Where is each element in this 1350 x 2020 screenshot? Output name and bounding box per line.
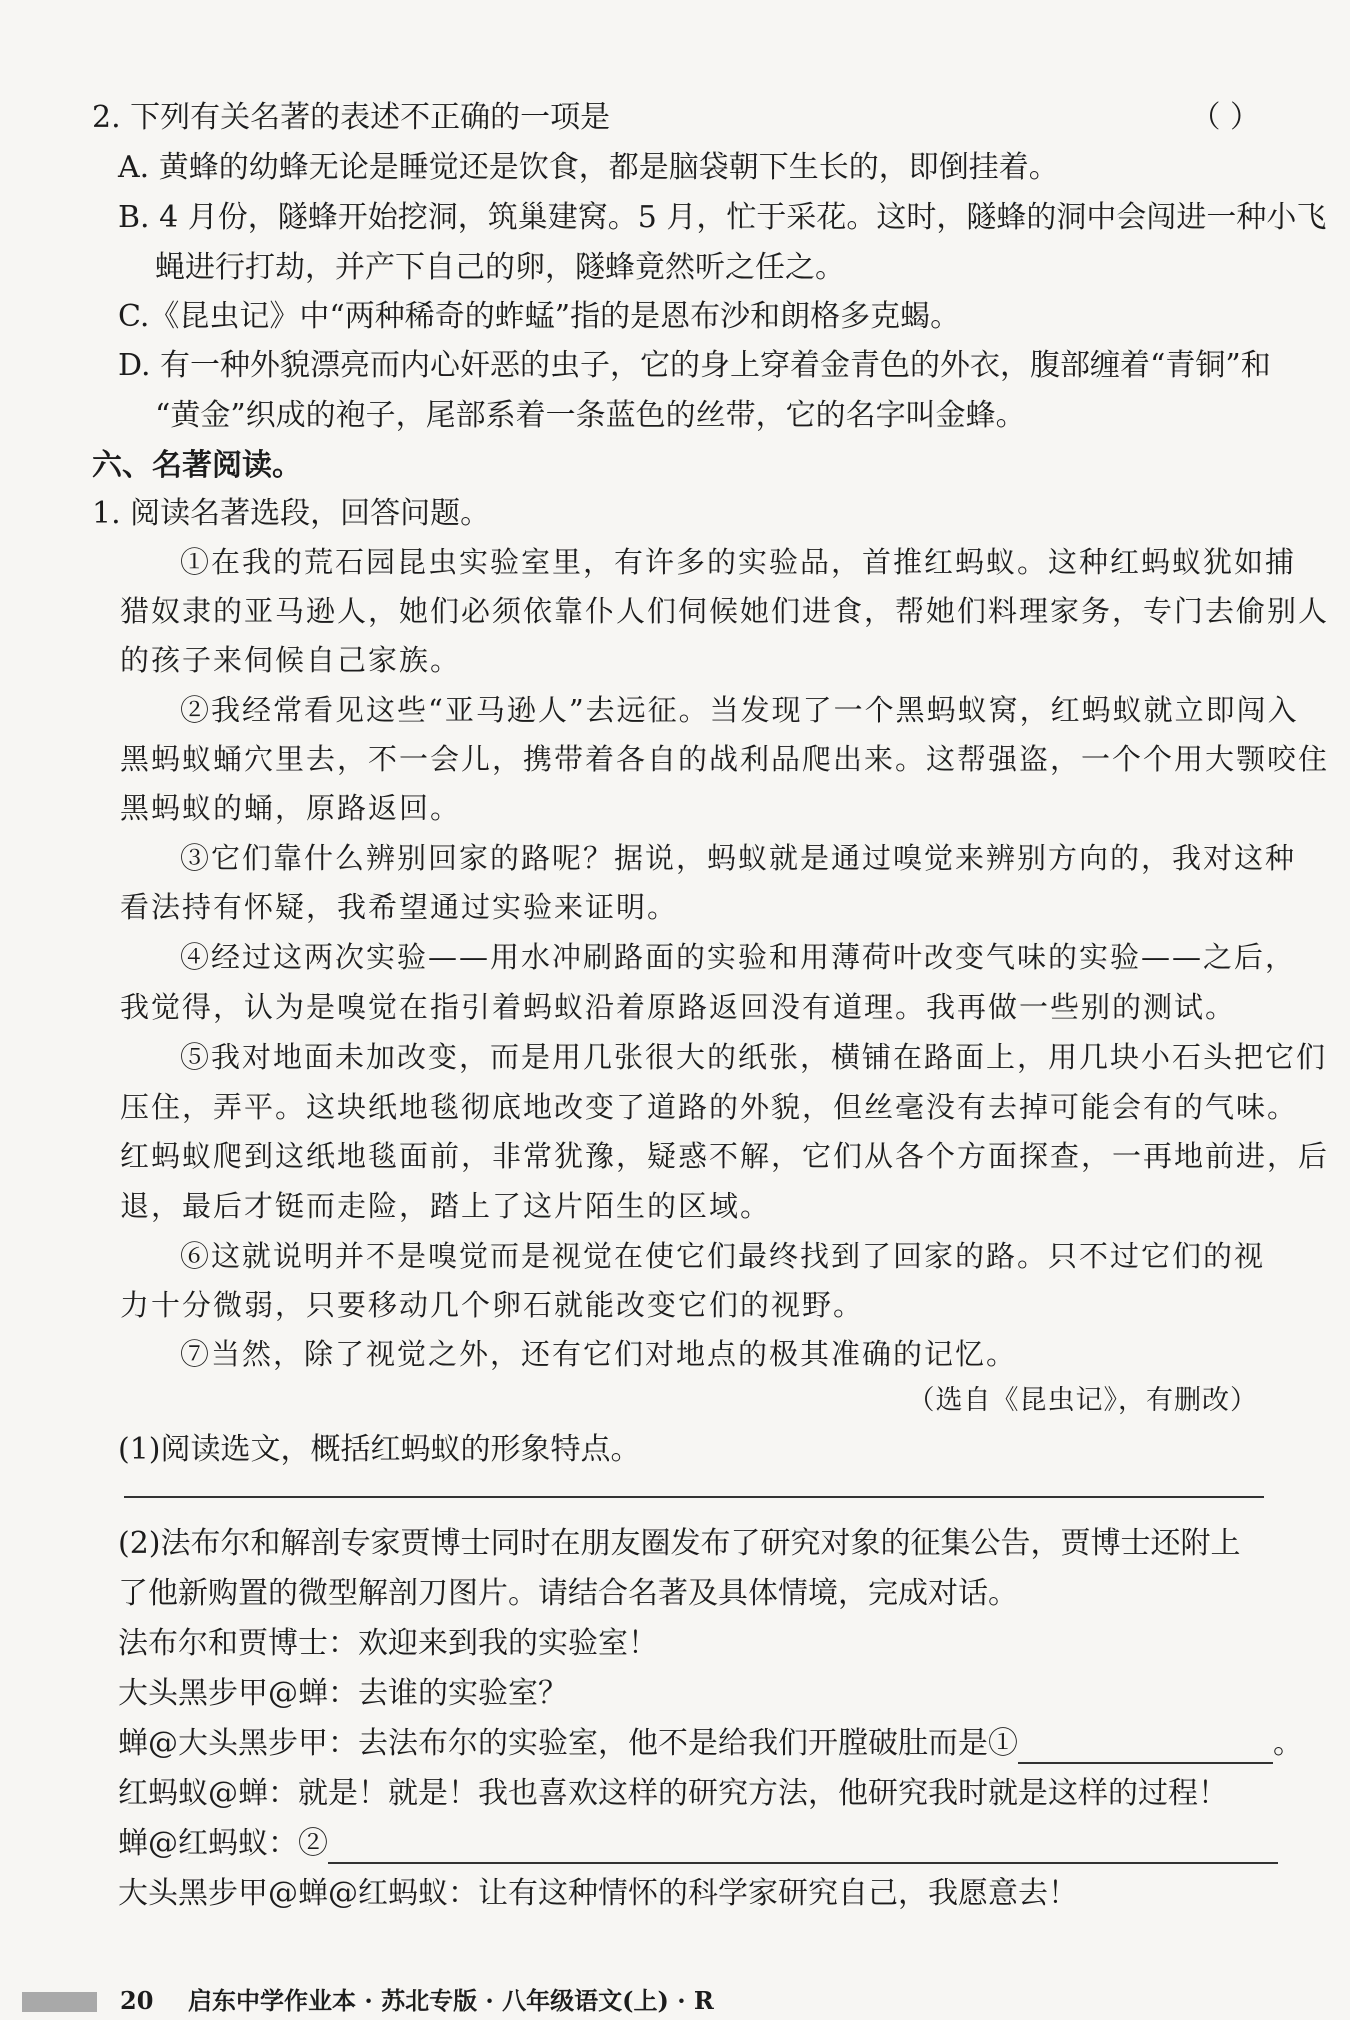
dialogue-line-3-end: 。	[1273, 1726, 1303, 1761]
passage-p3-line1: ③它们靠什么辨别回家的路呢？据说，蚂蚁就是通过嗅觉来辨别方向的，我对这种	[180, 841, 1297, 875]
answer-line-1[interactable]	[124, 1496, 1264, 1498]
footer-gray-bar	[22, 1992, 97, 2012]
passage-p2-line3: 黑蚂蚁的蛹，原路返回。	[120, 791, 462, 825]
option-d-line2: “黄金”织成的袍子，尾部系着一条蓝色的丝带，它的名字叫金蜂。	[155, 398, 1026, 433]
passage-p4-line1: ④经过这两次实验——用水冲刷路面的实验和用薄荷叶改变气味的实验——之后，	[180, 940, 1297, 974]
passage-p3-line2: 看法持有怀疑，我希望通过实验来证明。	[120, 890, 679, 924]
sub-question-2-line2: 了他新购置的微型解剖刀图片。请结合名著及具体情境，完成对话。	[118, 1576, 1018, 1611]
answer-blank-2[interactable]	[328, 1830, 1278, 1864]
dialogue-line-6: 大头黑步甲@蝉@红蚂蚁：让有这种情怀的科学家研究自己，我愿意去！	[118, 1876, 1078, 1911]
dialogue-line-5	[118, 1824, 1278, 1864]
passage-p6-line2: 力十分微弱，只要移动几个卵石就能改变它们的视野。	[120, 1288, 865, 1322]
dialogue-line-2: 大头黑步甲@蝉：去谁的实验室？	[118, 1676, 568, 1711]
dialogue-line-3-text: 蝉@大头黑步甲：去法布尔的实验室，他不是给我们开膛破肚而是①	[118, 1726, 1018, 1761]
option-b-line1: B. 4 月份，隧蜂开始挖洞，筑巢建窝。5 月，忙于采花。这时，隧蜂的洞中会闯进一种小飞	[118, 200, 1327, 235]
passage-p1-line3: 的孩子来伺候自己家族。	[120, 643, 462, 677]
passage-source: （选自《昆虫记》，有删改）	[907, 1385, 1258, 1416]
answer-parentheses: （ ）	[1190, 100, 1260, 135]
passage-p5-line1: ⑤我对地面未加改变，而是用几张很大的纸张，横铺在路面上，用几块小石头把它们	[180, 1040, 1328, 1074]
book-title: 启东中学作业本 · 苏北专版 · 八年级语文(上) · R	[188, 1986, 714, 2015]
passage-p1-line1: ①在我的荒石园昆虫实验室里，有许多的实验品，首推红蚂蚁。这种红蚂蚁犹如捕	[180, 545, 1297, 579]
passage-p5-line3: 红蚂蚁爬到这纸地毯面前，非常犹豫，疑惑不解，它们从各个方面探查，一再地前进，后	[120, 1139, 1330, 1173]
passage-p7-line1: ⑦当然，除了视觉之外，还有它们对地点的极其准确的记忆。	[180, 1337, 1018, 1371]
passage-p6-line1: ⑥这就说明并不是嗅觉而是视觉在使它们最终找到了回家的路。只不过它们的视	[180, 1239, 1266, 1273]
passage-p2-line1: ②我经常看见这些“亚马逊人”去远征。当发现了一个黑蚂蚁窝，红蚂蚁就立即闯入	[180, 693, 1299, 727]
sub-question-1: (1)阅读选文，概括红蚂蚁的形象特点。	[118, 1432, 641, 1467]
page-number: 20	[120, 1986, 154, 2015]
dialogue-line-3	[118, 1724, 1303, 1764]
option-b-line2: 蝇进行打劫，并产下自己的卵，隧蜂竟然听之任之。	[155, 250, 845, 285]
passage-p1-line2: 猎奴隶的亚马逊人，她们必须依靠仆人们伺候她们进食，帮她们料理家务，专门去偷别人	[120, 594, 1330, 628]
question-1-stem: 1. 阅读名著选段，回答问题。	[92, 496, 491, 531]
sub-question-2-line1: (2)法布尔和解剖专家贾博士同时在朋友圈发布了研究对象的征集公告，贾博士还附上	[118, 1526, 1241, 1561]
passage-p4-line2: 我觉得，认为是嗅觉在指引着蚂蚁沿着原路返回没有道理。我再做一些别的测试。	[120, 990, 1237, 1024]
option-c: C.《昆虫记》中“两种稀奇的蚱蜢”指的是恩布沙和朗格多克蝎。	[118, 299, 961, 334]
passage-p5-line4: 退，最后才铤而走险，踏上了这片陌生的区域。	[120, 1189, 772, 1223]
passage-p5-line2: 压住，弄平。这块纸地毯彻底地改变了道路的外貌，但丝毫没有去掉可能会有的气味。	[120, 1090, 1299, 1124]
dialogue-line-4: 红蚂蚁@蝉：就是！就是！我也喜欢这样的研究方法，他研究我时就是这样的过程！	[118, 1776, 1228, 1811]
answer-blank-1[interactable]	[1018, 1730, 1273, 1764]
question-2-stem: 2. 下列有关名著的表述不正确的一项是	[92, 100, 611, 135]
dialogue-line-5-text: 蝉@红蚂蚁：②	[118, 1826, 328, 1861]
section-title: 六、名著阅读。	[92, 448, 302, 483]
option-a: A. 黄蜂的幼蜂无论是睡觉还是饮食，都是脑袋朝下生长的，即倒挂着。	[118, 150, 1059, 185]
passage-p2-line2: 黑蚂蚁蛹穴里去，不一会儿，携带着各自的战利品爬出来。这帮强盗，一个个用大颚咬住	[120, 742, 1330, 776]
dialogue-line-1: 法布尔和贾博士：欢迎来到我的实验室！	[118, 1626, 658, 1661]
option-d-line1: D. 有一种外貌漂亮而内心奸恶的虫子，它的身上穿着金青色的外衣，腹部缠着“青铜”和	[118, 348, 1271, 383]
